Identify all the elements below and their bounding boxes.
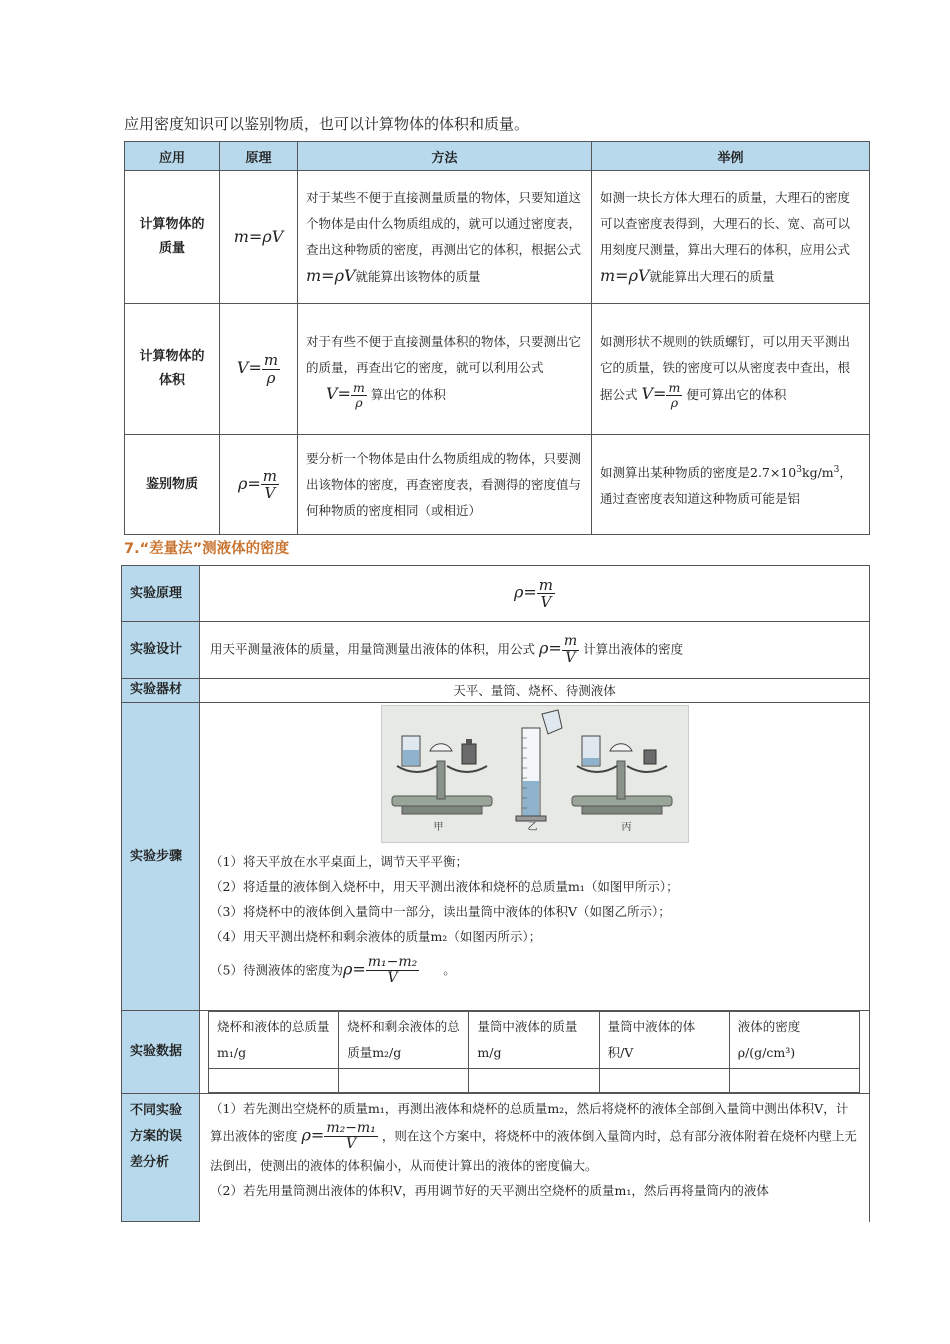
step-item: （1）将天平放在水平桌面上，调节天平平衡； — [210, 854, 468, 869]
table-row — [125, 171, 870, 304]
fraction-numerator: m₂−m₁ — [326, 1120, 376, 1136]
design-text: 用天平测量液体的质量，用量筒测量出液体的体积，用公式 — [210, 641, 536, 657]
density-application-table — [124, 141, 870, 535]
method-text: 对于有些不便于直接测量体积的物体，只要测出它的质量，再查出它的密度，就可以利用公式 — [306, 333, 582, 375]
inline-fraction — [366, 955, 420, 987]
row-method — [298, 304, 592, 435]
fraction-numerator: m₁−m₂ — [367, 954, 418, 970]
data-content — [200, 1011, 870, 1094]
data-header-row — [209, 1012, 860, 1069]
principle-row — [122, 566, 870, 622]
figure-label-a: 甲 — [433, 822, 444, 833]
row-name: 鉴别物质 — [125, 435, 220, 535]
equipment-content: 天平、量筒、烧杯、待测液体 — [200, 679, 870, 703]
data-header: 液体的密度ρ/(g/cm³) — [729, 1012, 859, 1069]
step-item-5 — [210, 955, 859, 987]
figure-label-c: 丙 — [621, 822, 632, 833]
row-name-line1: 计算物体的 — [139, 217, 205, 232]
inline-formula-lhs: ρ= — [342, 959, 366, 979]
steps-label: 实验步骤 — [122, 703, 200, 1011]
balance-figure — [381, 705, 689, 843]
inline-fraction — [562, 634, 579, 666]
row-name-line1: 计算物体的 — [139, 349, 205, 364]
header-example: 举例 — [592, 142, 870, 171]
data-label: 实验数据 — [122, 1011, 200, 1094]
data-cell[interactable] — [729, 1069, 859, 1093]
data-cell[interactable] — [209, 1069, 339, 1093]
row-method — [298, 171, 592, 304]
fraction-denominator: V — [346, 1136, 357, 1153]
header-principle: 原理 — [220, 142, 298, 171]
row-name-line2: 质量 — [158, 241, 185, 256]
step-item: （4）用天平测出烧杯和剩余液体的质量m₂（如图丙所示）； — [210, 929, 542, 944]
fraction-numerator: m — [262, 466, 278, 485]
method-text-end: 算出它的体积 — [370, 386, 446, 402]
inline-fraction — [324, 1121, 378, 1153]
fraction-denominator: V — [387, 970, 398, 987]
row-name-line2: 体积 — [158, 373, 185, 388]
principle-content — [200, 566, 870, 622]
steps-row — [122, 703, 870, 1011]
design-text-end: 计算出液体的密度 — [583, 641, 684, 657]
error-text: （1）若先测出空烧杯的质量m₁，再测出液体和烧杯的总质量m₂，然后将烧杯的液体全部倒入量筒中测出体积V，计算出液体的密度 — [210, 1101, 849, 1144]
fraction-numerator: m — [538, 575, 554, 594]
error-content — [200, 1094, 870, 1222]
error-text-end: ，则在这个方案中，将烧杯中的液体倒入量筒内时，总有部分液体附着在烧杯内壁上无法倒出，使测出的液体的体积偏小，从而使计算出的液体的密度偏大。 — [210, 1128, 857, 1173]
intro-text: 应用密度知识可以鉴别物质，也可以计算物体的体积和质量。 — [124, 115, 530, 133]
example-text-end: 就能算出大理石的质量 — [649, 268, 775, 284]
exponent: 3 — [796, 464, 802, 475]
fraction-denominator: V — [264, 484, 276, 502]
row-name — [125, 171, 220, 304]
fraction-numerator: m — [352, 379, 365, 395]
principle-label: 实验原理 — [122, 566, 200, 622]
table-row — [125, 304, 870, 435]
formula-fraction — [537, 577, 555, 611]
row-example — [592, 304, 870, 435]
row-formula — [220, 171, 298, 304]
error-paragraph-2: （2）若先用量筒测出液体的体积V，再用调节好的天平测出空烧杯的质量m₁，然后再将量筒内的液体 — [210, 1182, 769, 1198]
data-row — [122, 1011, 870, 1094]
row-name — [125, 304, 220, 435]
fraction-numerator: m — [263, 351, 279, 369]
figure-label-b: 乙 — [527, 822, 538, 833]
error-label: 不同实验方案的误差分析 — [122, 1094, 200, 1222]
inline-formula: m=ρV — [306, 265, 356, 285]
error-row — [122, 1094, 870, 1222]
inline-formula-lhs: ρ= — [301, 1125, 325, 1145]
section-title: 7.“差量法”测液体的密度 — [124, 541, 290, 557]
data-table — [208, 1011, 860, 1093]
inline-formula-lhs: V= — [326, 383, 351, 403]
step5-text: （5）待测液体的密度为 — [210, 962, 343, 978]
data-header: 烧杯和剩余液体的总质量m₂/g — [339, 1012, 469, 1069]
fraction-denominator: ρ — [670, 394, 679, 410]
header-application: 应用 — [125, 142, 220, 171]
row-method: 要分析一个物体是由什么物质组成的物体，只要测出该物体的密度，再查密度表，看测得的密度值与何种物质的密度相同（或相近） — [298, 435, 592, 535]
table-row — [125, 435, 870, 535]
experiment-table — [121, 565, 870, 1222]
inline-fraction — [351, 381, 367, 410]
method-text: 对于某些不便于直接测量质量的物体，只要知道这个物体是由什么物质组成的，就可以通过密度表，查出这种物质的密度，再测出它的体积，根据公式 — [306, 189, 582, 257]
fraction-numerator: m — [668, 379, 681, 395]
fraction-denominator: ρ — [355, 394, 363, 410]
table-header-row — [125, 142, 870, 171]
equipment-row — [122, 679, 870, 703]
fraction-denominator: ρ — [266, 368, 276, 387]
inline-fraction — [666, 381, 682, 410]
step5-end: 。 — [443, 962, 456, 978]
example-text-end: 便可算出它的体积 — [686, 386, 787, 402]
example-text: 如测一块长方体大理石的质量，大理石的密度可以查密度表得到，大理石的长、宽、高可以用刻度尺测量，算出大理石的体积，应用公式 — [600, 189, 851, 257]
inline-formula: m=ρV — [600, 265, 650, 285]
steps-content — [200, 703, 870, 1011]
row-formula — [220, 435, 298, 535]
fraction-denominator: V — [540, 593, 552, 611]
example-text: 如测形状不规则的铁质螺钉，可以用天平测出它的质量，铁的密度可以从密度表中查出，根据公式 — [600, 333, 851, 402]
row-example — [592, 171, 870, 304]
formula-lhs: V= — [236, 358, 262, 377]
example-text-end: ，通过查密度表知道这种物质可能是铝 — [600, 465, 852, 507]
design-content — [200, 622, 870, 679]
step-item: （3）将烧杯中的液体倒入量筒中一部分，读出量筒中液体的体积V（如图乙所示）； — [210, 904, 671, 919]
inline-formula-lhs: ρ= — [539, 638, 562, 658]
formula-text: m=ρV — [233, 227, 284, 246]
design-row — [122, 622, 870, 679]
exponent: 3 — [833, 464, 840, 475]
fraction-numerator: m — [563, 633, 578, 650]
example-text: 如测算出某种物质的密度是2.7×10 — [600, 465, 797, 481]
row-formula — [220, 304, 298, 435]
data-header: 量筒中液体的质量m/g — [469, 1012, 599, 1069]
inline-formula-lhs: V= — [641, 383, 667, 403]
formula-lhs: ρ= — [237, 473, 261, 493]
data-empty-row — [209, 1069, 860, 1093]
formula-fraction — [261, 468, 279, 502]
formula-lhs: ρ= — [513, 582, 537, 601]
row-example — [592, 435, 870, 535]
fraction-denominator: V — [565, 649, 576, 666]
method-text-end: 就能算出该物体的质量 — [355, 268, 481, 284]
data-header: 烧杯和液体的总质量m₁/g — [209, 1012, 339, 1069]
equipment-label: 实验器材 — [122, 679, 200, 703]
step-item: （2）将适量的液体倒入烧杯中，用天平测出液体和烧杯的总质量m₁（如图甲所示）； — [210, 879, 679, 894]
data-header: 量筒中液体的体积/V — [599, 1012, 729, 1069]
data-cell[interactable] — [469, 1069, 599, 1093]
header-method: 方法 — [298, 142, 592, 171]
unit-text: kg/m — [802, 465, 834, 481]
formula-fraction — [262, 352, 280, 386]
data-cell[interactable] — [339, 1069, 469, 1093]
design-label: 实验设计 — [122, 622, 200, 679]
data-cell[interactable] — [599, 1069, 729, 1093]
